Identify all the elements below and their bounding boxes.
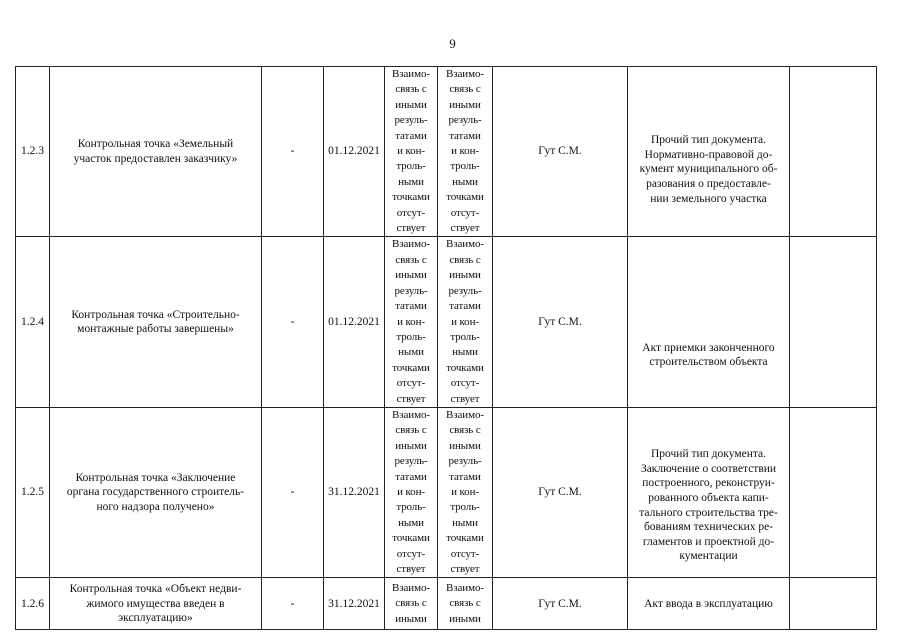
row-number: 1.2.6 — [16, 578, 50, 630]
due-date: 01.12.2021 — [324, 237, 385, 407]
extra-cell — [790, 407, 877, 577]
extra-cell — [790, 237, 877, 407]
table-row — [16, 407, 877, 577]
document-type: Прочий тип документа. Нормативно-правовой до- кумент муниципального об- разования о предоставле- нии земельного участка — [628, 67, 790, 237]
relation-cell: Взаимо- связь с иными — [438, 578, 493, 630]
due-date: 31.12.2021 — [324, 578, 385, 630]
page-number: 9 — [449, 36, 456, 51]
relation-cell: Взаимо- связь с иными резуль- татами и кон- троль- ными точками отсут- ствует — [438, 237, 493, 407]
previous-value: - — [262, 237, 324, 407]
control-point-name: Контрольная точка «Земельный участок предоставлен заказчику» — [50, 67, 262, 237]
responsible-person: Гут С.М. — [493, 67, 628, 237]
table-row — [16, 237, 877, 407]
relation-cell: Взаимо- связь с иными резуль- татами и кон- троль- ными точками отсут- ствует — [438, 407, 493, 577]
table-row — [16, 67, 877, 237]
table-row — [16, 578, 877, 630]
control-points-table — [15, 66, 877, 630]
responsible-person: Гут С.М. — [493, 578, 628, 630]
relation-cell: Взаимо- связь с иными резуль- татами и кон- троль- ными точками отсут- ствует — [385, 407, 438, 577]
control-point-name: Контрольная точка «Заключение органа государственного строитель- ного надзора получено» — [50, 407, 262, 577]
relation-cell: Взаимо- связь с иными резуль- татами и кон- троль- ными точками отсут- ствует — [438, 67, 493, 237]
responsible-person: Гут С.М. — [493, 237, 628, 407]
relation-cell: Взаимо- связь с иными резуль- татами и кон- троль- ными точками отсут- ствует — [385, 237, 438, 407]
document-type: Прочий тип документа. Заключение о соответствии построенного, реконструи- рованного объекта капи- тального строительства тре- бованиям технических ре- гламентов и проектной до- кументации — [628, 407, 790, 577]
control-point-name: Контрольная точка «Объект недви- жимого имущества введен в эксплуатацию» — [50, 578, 262, 630]
row-number: 1.2.5 — [16, 407, 50, 577]
extra-cell — [790, 67, 877, 237]
relation-cell: Взаимо- связь с иными резуль- татами и кон- троль- ными точками отсут- ствует — [385, 67, 438, 237]
due-date: 31.12.2021 — [324, 407, 385, 577]
due-date: 01.12.2021 — [324, 67, 385, 237]
responsible-person: Гут С.М. — [493, 407, 628, 577]
row-number: 1.2.3 — [16, 67, 50, 237]
row-number: 1.2.4 — [16, 237, 50, 407]
document-type: Акт ввода в эксплуатацию — [628, 578, 790, 630]
previous-value: - — [262, 578, 324, 630]
extra-cell — [790, 578, 877, 630]
control-point-name: Контрольная точка «Строительно- монтажные работы завершены» — [50, 237, 262, 407]
relation-cell: Взаимо- связь с иными — [385, 578, 438, 630]
previous-value: - — [262, 407, 324, 577]
document-type: Акт приемки законченного строительством объекта — [628, 237, 790, 407]
previous-value: - — [262, 67, 324, 237]
